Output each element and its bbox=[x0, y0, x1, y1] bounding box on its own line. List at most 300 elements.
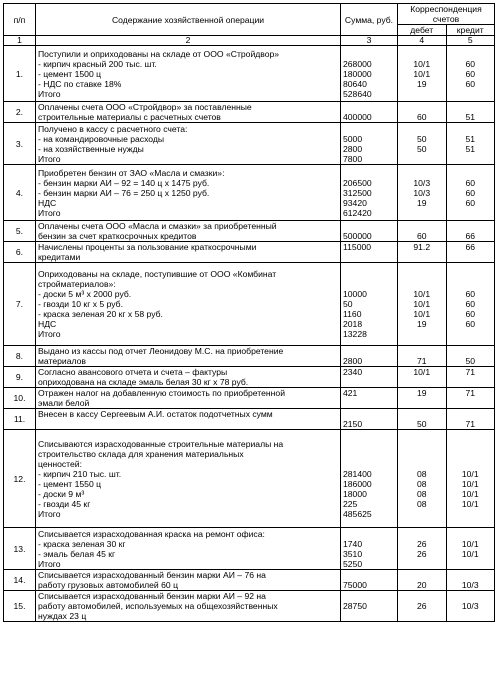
operation-line: строительные материалы с расчетных счетов bbox=[38, 112, 221, 122]
operation-cell bbox=[36, 165, 341, 221]
operation-cell bbox=[36, 570, 341, 591]
credit-account bbox=[449, 329, 493, 339]
credit-account: 10/1 bbox=[461, 468, 479, 479]
sum-value bbox=[343, 269, 395, 279]
credit-account bbox=[449, 509, 493, 519]
header-index-2: 2 bbox=[36, 36, 341, 46]
sum-value: 13228 bbox=[343, 329, 367, 339]
debit-cell bbox=[398, 528, 447, 570]
sum-value bbox=[343, 459, 395, 469]
operation-line: стройматериалов»: bbox=[38, 279, 116, 289]
credit-account bbox=[449, 409, 493, 419]
sum-value: 1160 bbox=[343, 309, 362, 319]
table-row bbox=[4, 346, 495, 367]
debit-account bbox=[400, 409, 444, 419]
debit-account: 20 bbox=[416, 580, 427, 590]
sum-cell bbox=[341, 388, 398, 409]
debit-account: 50 bbox=[416, 143, 427, 154]
operation-cell bbox=[36, 263, 341, 346]
operation-cell bbox=[36, 346, 341, 367]
sum-value: 80640 bbox=[343, 78, 367, 89]
credit-account bbox=[449, 377, 493, 387]
sum-value: 225 bbox=[343, 498, 358, 509]
debit-account bbox=[400, 611, 444, 621]
operation-line: Списывается израсходованный бензин марки АИ – 92 на bbox=[38, 591, 266, 601]
sum-value bbox=[343, 346, 395, 356]
debit-account: 19 bbox=[416, 319, 427, 329]
credit-account: 60 bbox=[465, 299, 476, 309]
header-index-4: 4 bbox=[398, 36, 447, 46]
debit-account: 19 bbox=[416, 388, 427, 398]
debit-account bbox=[400, 398, 444, 408]
operation-line: - цемент 1550 ц bbox=[38, 478, 102, 489]
credit-cell bbox=[446, 430, 495, 528]
credit-account bbox=[449, 102, 493, 112]
credit-account: 10/1 bbox=[461, 498, 479, 509]
debit-account bbox=[400, 208, 444, 218]
debit-cell bbox=[398, 165, 447, 221]
table-row bbox=[4, 102, 495, 123]
credit-account bbox=[449, 49, 493, 59]
sum-value: 612420 bbox=[343, 207, 372, 218]
row-number: 14. bbox=[4, 570, 36, 591]
operation-line: Внесен в кассу Сергеевым А.И. остаток подотчетных сумм bbox=[38, 409, 273, 419]
debit-account bbox=[400, 221, 444, 231]
credit-cell bbox=[446, 165, 495, 221]
operation-line: - кирпич 210 тыс. шт. bbox=[38, 468, 122, 479]
debit-account bbox=[400, 49, 444, 59]
operation-cell bbox=[36, 123, 341, 165]
sum-value: 5250 bbox=[343, 558, 363, 569]
table-row bbox=[4, 221, 495, 242]
table-row bbox=[4, 388, 495, 409]
sum-value: 312500 bbox=[343, 187, 372, 198]
operation-line: - краска зеленая 20 кг х 58 руб. bbox=[38, 309, 163, 319]
debit-account bbox=[400, 269, 444, 279]
operation-line: Оплачены счета ООО «Масла и смазки» за приобретенный bbox=[38, 221, 277, 231]
sum-value: 2018 bbox=[343, 319, 363, 329]
operation-line: Итого bbox=[38, 558, 61, 569]
debit-account: 10/1 bbox=[413, 299, 431, 309]
header-index-5: 5 bbox=[446, 36, 495, 46]
operation-line: - доски 9 м³ bbox=[38, 488, 85, 499]
operation-line: Поступили и оприходованы на складе от ООО «Стройдвор» bbox=[38, 48, 280, 59]
sum-value bbox=[343, 409, 395, 419]
sum-value: 186000 bbox=[343, 478, 372, 489]
credit-account bbox=[449, 346, 493, 356]
operation-line: - НДС по ставке 18% bbox=[38, 78, 122, 89]
row-number: 15. bbox=[4, 591, 36, 622]
sum-cell bbox=[341, 46, 398, 102]
sum-cell bbox=[341, 123, 398, 165]
credit-account bbox=[449, 221, 493, 231]
credit-account: 60 bbox=[465, 68, 476, 79]
debit-cell bbox=[398, 221, 447, 242]
debit-account: 50 bbox=[416, 133, 427, 144]
sum-value: 500000 bbox=[343, 231, 372, 241]
operation-cell bbox=[36, 242, 341, 263]
sum-value bbox=[343, 398, 395, 408]
sum-value: 400000 bbox=[343, 112, 372, 122]
credit-cell bbox=[446, 388, 495, 409]
debit-account: 10/1 bbox=[413, 289, 431, 299]
credit-account bbox=[449, 570, 493, 580]
table-row bbox=[4, 46, 495, 102]
table-row bbox=[4, 263, 495, 346]
operation-line: - гвозди 10 кг х 5 руб. bbox=[38, 299, 123, 309]
operation-line: Оприходованы на складе, поступившие от ООО «Комбинат bbox=[38, 269, 277, 279]
debit-account bbox=[400, 252, 444, 262]
operation-line: - кирпич красный 200 тыс. шт. bbox=[38, 58, 157, 69]
credit-cell bbox=[446, 591, 495, 622]
operation-line: работу автомобилей, используемых на общехозяйственных bbox=[38, 601, 278, 611]
operation-line: работу грузовых автомобилей 60 ц bbox=[38, 580, 178, 590]
credit-account: 71 bbox=[465, 388, 476, 398]
debit-cell bbox=[398, 367, 447, 388]
credit-account: 10/3 bbox=[461, 601, 479, 611]
sum-value bbox=[343, 221, 395, 231]
operation-line: материалов bbox=[38, 356, 86, 366]
credit-account: 10/1 bbox=[461, 488, 479, 499]
operation-cell bbox=[36, 221, 341, 242]
credit-account: 60 bbox=[465, 187, 476, 198]
debit-account bbox=[400, 102, 444, 112]
operation-line: Итого bbox=[38, 207, 61, 218]
debit-account bbox=[400, 529, 444, 539]
sum-value bbox=[343, 49, 395, 59]
credit-cell bbox=[446, 46, 495, 102]
debit-account bbox=[400, 279, 444, 289]
credit-account bbox=[449, 529, 493, 539]
operation-line: - гвозди 45 кг bbox=[38, 498, 91, 509]
sum-value: 2340 bbox=[343, 367, 363, 377]
sum-value bbox=[343, 124, 395, 134]
sum-value: 5000 bbox=[343, 133, 363, 144]
operation-line: Итого bbox=[38, 153, 61, 164]
credit-account: 60 bbox=[465, 289, 476, 299]
credit-account bbox=[449, 439, 493, 449]
operation-cell bbox=[36, 430, 341, 528]
sum-value bbox=[343, 591, 395, 601]
credit-account bbox=[449, 269, 493, 279]
operation-cell bbox=[36, 528, 341, 570]
credit-cell bbox=[446, 528, 495, 570]
operation-line: оприходована на складе эмаль белая 30 кг х 78 руб. bbox=[38, 377, 249, 387]
operation-line: строительство склада для хранения материальных bbox=[38, 448, 244, 459]
table-row bbox=[4, 123, 495, 165]
debit-cell bbox=[398, 123, 447, 165]
credit-account bbox=[449, 208, 493, 218]
sum-value bbox=[343, 570, 395, 580]
operation-line: Выдано из кассы под отчет Леонидову М.С. на приобретение bbox=[38, 346, 284, 356]
debit-cell bbox=[398, 263, 447, 346]
row-number: 11. bbox=[4, 409, 36, 430]
sum-cell bbox=[341, 102, 398, 123]
credit-cell bbox=[446, 346, 495, 367]
debit-account bbox=[400, 154, 444, 164]
credit-account: 10/3 bbox=[461, 580, 479, 590]
sum-cell bbox=[341, 165, 398, 221]
sum-value bbox=[343, 252, 395, 262]
sum-cell bbox=[341, 367, 398, 388]
operation-line: - эмаль белая 45 кг bbox=[38, 548, 116, 559]
table-row bbox=[4, 430, 495, 528]
row-number: 10. bbox=[4, 388, 36, 409]
sum-value bbox=[343, 279, 395, 289]
table-row bbox=[4, 409, 495, 430]
debit-cell bbox=[398, 46, 447, 102]
operation-cell bbox=[36, 388, 341, 409]
row-number: 4. bbox=[4, 165, 36, 221]
credit-cell bbox=[446, 570, 495, 591]
credit-cell bbox=[446, 123, 495, 165]
credit-account bbox=[449, 89, 493, 99]
header-num: п/п bbox=[4, 4, 36, 36]
debit-account bbox=[400, 459, 444, 469]
debit-account bbox=[400, 89, 444, 99]
credit-cell bbox=[446, 367, 495, 388]
sum-value: 281400 bbox=[343, 468, 372, 479]
credit-cell bbox=[446, 221, 495, 242]
debit-account bbox=[400, 329, 444, 339]
sum-value: 18000 bbox=[343, 488, 367, 499]
table-row bbox=[4, 570, 495, 591]
operation-line: - бензин марки АИ – 92 = 140 ц х 1475 руб. bbox=[38, 177, 210, 188]
operation-line: - цемент 1500 ц bbox=[38, 68, 102, 79]
operation-line: - на хозяйственные нужды bbox=[38, 143, 144, 154]
sum-value: 528640 bbox=[343, 88, 372, 99]
sum-cell bbox=[341, 430, 398, 528]
sum-cell bbox=[341, 409, 398, 430]
sum-value: 421 bbox=[343, 388, 358, 398]
operation-cell bbox=[36, 102, 341, 123]
sum-value bbox=[343, 377, 395, 387]
credit-account: 60 bbox=[465, 197, 476, 208]
credit-account: 60 bbox=[465, 309, 476, 319]
debit-cell bbox=[398, 570, 447, 591]
sum-value bbox=[343, 449, 395, 459]
credit-cell bbox=[446, 242, 495, 263]
operation-line bbox=[38, 419, 338, 429]
credit-account: 51 bbox=[465, 112, 476, 122]
operation-line: Получено в кассу с расчетного счета: bbox=[38, 123, 188, 134]
operation-line: Оплачены счета ООО «Стройдвор» за поставленные bbox=[38, 102, 252, 112]
header-index-1: 1 bbox=[4, 36, 36, 46]
credit-account bbox=[449, 611, 493, 621]
operation-cell bbox=[36, 367, 341, 388]
debit-account bbox=[400, 439, 444, 449]
header-sum: Сумма, руб. bbox=[341, 4, 398, 36]
credit-account: 10/1 bbox=[461, 478, 479, 489]
table-row bbox=[4, 367, 495, 388]
row-number: 9. bbox=[4, 367, 36, 388]
header-index-3: 3 bbox=[341, 36, 398, 46]
operation-line: НДС bbox=[38, 197, 57, 208]
sum-value: 2150 bbox=[343, 419, 363, 429]
operation-line: Итого bbox=[38, 88, 61, 99]
row-number: 8. bbox=[4, 346, 36, 367]
sum-value bbox=[343, 168, 395, 178]
sum-cell bbox=[341, 346, 398, 367]
operation-line: Согласно авансового отчета и счета – фактуры bbox=[38, 367, 228, 377]
debit-account: 08 bbox=[416, 488, 427, 499]
operation-line: бензин за счет краткосрочных кредитов bbox=[38, 231, 197, 241]
debit-account bbox=[400, 591, 444, 601]
debit-account: 19 bbox=[416, 78, 427, 89]
credit-cell bbox=[446, 102, 495, 123]
sum-value: 7800 bbox=[343, 153, 363, 164]
sum-cell bbox=[341, 221, 398, 242]
row-number: 2. bbox=[4, 102, 36, 123]
credit-account: 50 bbox=[465, 356, 476, 366]
debit-cell bbox=[398, 242, 447, 263]
sum-cell bbox=[341, 591, 398, 622]
debit-account: 26 bbox=[416, 601, 427, 611]
credit-account bbox=[449, 252, 493, 262]
debit-account bbox=[400, 559, 444, 569]
sum-value: 28750 bbox=[343, 601, 367, 611]
sum-value: 50 bbox=[343, 299, 353, 309]
credit-account: 66 bbox=[465, 242, 476, 252]
header-operation: Содержание хозяйственной операции bbox=[36, 4, 341, 36]
credit-account bbox=[449, 124, 493, 134]
sum-value: 2800 bbox=[343, 356, 363, 366]
credit-account bbox=[449, 559, 493, 569]
credit-cell bbox=[446, 409, 495, 430]
operation-line: нуждах 23 ц bbox=[38, 611, 87, 621]
operation-line: Отражен налог на добавленную стоимость по приобретенной bbox=[38, 388, 285, 398]
debit-account: 50 bbox=[416, 419, 427, 429]
operation-cell bbox=[36, 46, 341, 102]
header-index-row bbox=[4, 36, 495, 46]
debit-account: 08 bbox=[416, 478, 427, 489]
debit-account bbox=[400, 377, 444, 387]
debit-account: 10/1 bbox=[413, 309, 431, 319]
row-number: 3. bbox=[4, 123, 36, 165]
operation-line: эмали белой bbox=[38, 398, 90, 408]
table-row bbox=[4, 528, 495, 570]
operation-line: - на командировочные расходы bbox=[38, 133, 165, 144]
operation-line: Приобретен бензин от ЗАО «Масла и смазки»: bbox=[38, 167, 225, 178]
sum-value bbox=[343, 102, 395, 112]
accounting-journal-table bbox=[3, 3, 495, 622]
credit-account: 71 bbox=[465, 367, 476, 377]
debit-account: 10/1 bbox=[413, 68, 431, 79]
operation-line: НДС bbox=[38, 319, 57, 329]
debit-account bbox=[400, 449, 444, 459]
sum-value: 206500 bbox=[343, 177, 372, 188]
credit-account bbox=[449, 154, 493, 164]
debit-account: 26 bbox=[416, 538, 427, 549]
debit-cell bbox=[398, 388, 447, 409]
credit-account: 51 bbox=[465, 133, 476, 144]
table-row bbox=[4, 165, 495, 221]
sum-value: 485625 bbox=[343, 508, 372, 519]
sum-cell bbox=[341, 263, 398, 346]
debit-account bbox=[400, 346, 444, 356]
credit-account bbox=[449, 449, 493, 459]
sum-value bbox=[343, 529, 395, 539]
debit-cell bbox=[398, 102, 447, 123]
credit-account bbox=[449, 459, 493, 469]
credit-account: 10/1 bbox=[461, 548, 479, 559]
row-number: 1. bbox=[4, 46, 36, 102]
debit-account: 10/1 bbox=[413, 58, 431, 69]
credit-account: 60 bbox=[465, 177, 476, 188]
sum-value: 10000 bbox=[343, 289, 367, 299]
operation-cell bbox=[36, 409, 341, 430]
row-number: 6. bbox=[4, 242, 36, 263]
credit-account: 51 bbox=[465, 143, 476, 154]
sum-value bbox=[343, 439, 395, 449]
table-body bbox=[4, 46, 495, 622]
row-number: 7. bbox=[4, 263, 36, 346]
sum-cell bbox=[341, 528, 398, 570]
credit-cell bbox=[446, 263, 495, 346]
sum-value: 115000 bbox=[343, 242, 372, 252]
credit-account bbox=[449, 591, 493, 601]
sum-value: 268000 bbox=[343, 58, 372, 69]
operation-line: Итого bbox=[38, 508, 61, 519]
sum-value: 180000 bbox=[343, 68, 372, 79]
debit-account: 60 bbox=[416, 112, 427, 122]
debit-account: 71 bbox=[416, 356, 427, 366]
credit-account: 60 bbox=[465, 78, 476, 89]
header-credit: кредит bbox=[446, 25, 495, 36]
debit-cell bbox=[398, 591, 447, 622]
operation-line: Начислены проценты за пользование краткосрочными bbox=[38, 242, 257, 252]
operation-cell bbox=[36, 591, 341, 622]
operation-line: Списываются израсходованные строительные материалы на bbox=[38, 438, 284, 449]
operation-line: кредитами bbox=[38, 252, 81, 262]
debit-account bbox=[400, 124, 444, 134]
debit-account: 19 bbox=[416, 197, 427, 208]
credit-account bbox=[449, 398, 493, 408]
debit-account: 10/3 bbox=[413, 187, 431, 198]
debit-cell bbox=[398, 346, 447, 367]
sum-value: 75000 bbox=[343, 580, 367, 590]
credit-account: 60 bbox=[465, 58, 476, 69]
operation-line: Списывается израсходованная краска на ремонт офиса: bbox=[38, 528, 265, 539]
row-number: 5. bbox=[4, 221, 36, 242]
sum-value: 3510 bbox=[343, 548, 363, 559]
credit-account: 66 bbox=[465, 231, 476, 241]
sum-cell bbox=[341, 242, 398, 263]
row-number: 12. bbox=[4, 430, 36, 528]
debit-account bbox=[400, 168, 444, 178]
header-debit: дебет bbox=[398, 25, 447, 36]
credit-account: 60 bbox=[465, 319, 476, 329]
debit-cell bbox=[398, 409, 447, 430]
debit-account bbox=[400, 570, 444, 580]
credit-account: 10/1 bbox=[461, 538, 479, 549]
debit-account: 60 bbox=[416, 231, 427, 241]
debit-account: 10/1 bbox=[413, 367, 431, 377]
credit-account bbox=[449, 168, 493, 178]
table-row bbox=[4, 242, 495, 263]
debit-account: 26 bbox=[416, 548, 427, 559]
operation-line: ценностей: bbox=[38, 458, 82, 469]
debit-account: 08 bbox=[416, 498, 427, 509]
operation-line: Итого bbox=[38, 329, 61, 339]
credit-account: 71 bbox=[465, 419, 476, 429]
debit-account bbox=[400, 509, 444, 519]
debit-account: 10/3 bbox=[413, 177, 431, 188]
operation-line: - бензин марки АИ – 76 = 250 ц х 1250 руб. bbox=[38, 187, 210, 198]
credit-account bbox=[449, 279, 493, 289]
table-row bbox=[4, 591, 495, 622]
sum-value: 1740 bbox=[343, 538, 363, 549]
